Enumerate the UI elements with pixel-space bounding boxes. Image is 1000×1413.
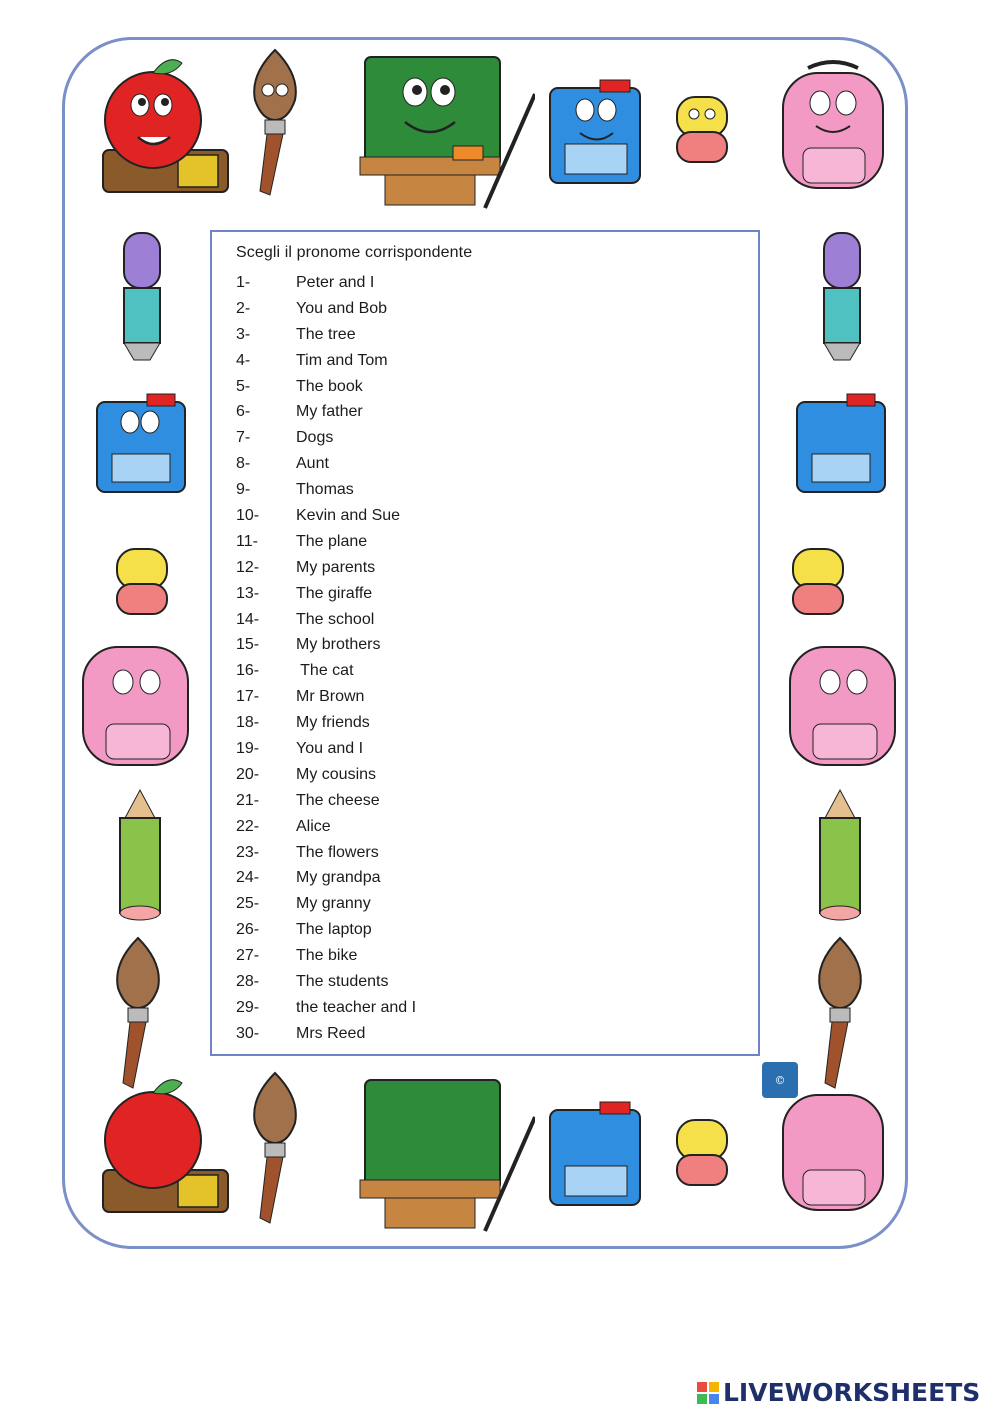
paintbrush-icon bbox=[240, 45, 310, 200]
item-text: The cheese bbox=[296, 791, 380, 809]
blue-book-icon bbox=[92, 392, 192, 497]
list-item bbox=[236, 477, 416, 503]
item-number: 11- bbox=[236, 532, 258, 550]
item-number: 19- bbox=[236, 740, 260, 758]
item-number: 8- bbox=[236, 455, 251, 473]
item-text: The book bbox=[296, 377, 363, 395]
list-item bbox=[236, 762, 416, 788]
copyright-logo-icon: © bbox=[762, 1062, 798, 1098]
item-text: My brothers bbox=[296, 636, 381, 654]
item-number: 3- bbox=[236, 325, 251, 343]
item-number: 13- bbox=[236, 584, 260, 602]
item-number: 21- bbox=[236, 791, 260, 809]
item-text: Mrs Reed bbox=[296, 1024, 366, 1042]
brand-name: LIVEWORKSHEETS bbox=[723, 1378, 981, 1407]
list-item bbox=[236, 374, 416, 400]
item-text: Thomas bbox=[296, 481, 354, 499]
list-item bbox=[236, 322, 416, 348]
item-number: 16- bbox=[236, 662, 260, 680]
eraser-icon bbox=[672, 92, 732, 167]
instructions: Scegli il pronome corrispondente bbox=[236, 244, 473, 261]
paintbrush-icon bbox=[103, 933, 173, 1093]
list-item bbox=[236, 710, 416, 736]
pen-icon bbox=[112, 228, 172, 363]
item-text: My granny bbox=[296, 895, 371, 913]
list-item bbox=[236, 891, 416, 917]
item-text: You and I bbox=[296, 740, 364, 758]
eraser-icon bbox=[788, 544, 848, 619]
item-text: My cousins bbox=[296, 765, 377, 783]
list-item bbox=[236, 503, 416, 529]
item-number: 26- bbox=[236, 921, 260, 939]
blue-book-icon bbox=[792, 392, 892, 497]
item-number: 10- bbox=[236, 507, 260, 525]
item-text: Tim and Tom bbox=[296, 351, 388, 369]
item-number: 15- bbox=[236, 636, 260, 654]
blue-book-icon bbox=[545, 1100, 650, 1210]
list-item bbox=[236, 555, 416, 581]
item-number: 22- bbox=[236, 817, 260, 835]
item-number: 1- bbox=[236, 274, 251, 291]
item-text: Dogs bbox=[296, 429, 334, 447]
item-number: 23- bbox=[236, 843, 260, 861]
list-item bbox=[236, 270, 416, 296]
item-number: 5- bbox=[236, 377, 251, 395]
list-item bbox=[236, 632, 416, 658]
item-number: 14- bbox=[236, 610, 260, 628]
item-number: 27- bbox=[236, 947, 260, 965]
eraser-icon bbox=[672, 1115, 732, 1190]
item-number: 12- bbox=[236, 558, 260, 576]
item-number: 28- bbox=[236, 973, 260, 991]
item-text: The laptop bbox=[296, 921, 372, 939]
list-item bbox=[236, 788, 416, 814]
list-item bbox=[236, 684, 416, 710]
item-text: the teacher and I bbox=[296, 998, 417, 1016]
item-text: Mr Brown bbox=[296, 688, 365, 706]
item-text: The students bbox=[296, 973, 389, 991]
item-number: 4- bbox=[236, 351, 251, 369]
item-text: The bike bbox=[296, 947, 358, 965]
list-item bbox=[236, 658, 416, 684]
backpack-icon bbox=[768, 1080, 898, 1215]
apple-on-book-icon bbox=[78, 55, 230, 200]
list-item bbox=[236, 529, 416, 555]
exercise-box bbox=[210, 230, 760, 1056]
list-item bbox=[236, 840, 416, 866]
item-text: You and Bob bbox=[296, 299, 388, 317]
item-number: 18- bbox=[236, 714, 260, 732]
list-item bbox=[236, 865, 416, 891]
item-number: 25- bbox=[236, 895, 260, 913]
backpack-icon bbox=[768, 58, 898, 193]
list-item bbox=[236, 348, 416, 374]
item-number: 24- bbox=[236, 869, 260, 887]
item-number: 29- bbox=[236, 998, 260, 1016]
list-item bbox=[236, 296, 416, 322]
item-number: 6- bbox=[236, 403, 251, 421]
chalkboard-icon bbox=[325, 1075, 535, 1233]
pencil-icon bbox=[95, 788, 185, 923]
list-item bbox=[236, 736, 416, 762]
item-text: Kevin and Sue bbox=[296, 507, 401, 525]
item-text: Alice bbox=[296, 817, 331, 835]
paintbrush-icon bbox=[240, 1068, 310, 1228]
backpack-icon bbox=[68, 632, 203, 772]
list-item bbox=[236, 451, 416, 477]
item-text: My father bbox=[296, 403, 363, 421]
item-text: The plane bbox=[296, 532, 368, 550]
pencil-icon bbox=[795, 788, 885, 923]
eraser-icon bbox=[112, 544, 172, 619]
item-text: The cat bbox=[296, 662, 354, 680]
item-text: The tree bbox=[296, 325, 356, 343]
list-item bbox=[236, 399, 416, 425]
item-number: 30- bbox=[236, 1024, 260, 1042]
list-item bbox=[236, 607, 416, 633]
item-number: 7- bbox=[236, 429, 251, 447]
exercise-list bbox=[236, 270, 416, 1047]
liveworksheets-brand[interactable] bbox=[697, 1378, 980, 1407]
item-number: 20- bbox=[236, 765, 260, 783]
apple-on-book-icon bbox=[78, 1075, 230, 1220]
item-number: 2- bbox=[236, 299, 251, 317]
item-text: The giraffe bbox=[296, 584, 373, 602]
item-text: The flowers bbox=[296, 843, 379, 861]
chalkboard-icon bbox=[325, 52, 535, 210]
list-item bbox=[236, 969, 416, 995]
item-text: My grandpa bbox=[296, 869, 381, 887]
item-number: 9- bbox=[236, 481, 251, 499]
blue-book-icon bbox=[545, 78, 650, 188]
item-text: Aunt bbox=[296, 455, 329, 473]
item-text: Peter and I bbox=[296, 274, 375, 291]
list-item bbox=[236, 943, 416, 969]
list-item bbox=[236, 1021, 416, 1047]
list-item bbox=[236, 581, 416, 607]
list-item bbox=[236, 995, 416, 1021]
backpack-icon bbox=[775, 632, 910, 772]
liveworksheets-logo-icon bbox=[697, 1382, 719, 1404]
list-item bbox=[236, 917, 416, 943]
paintbrush-icon bbox=[805, 933, 875, 1093]
list-item bbox=[236, 814, 416, 840]
item-text: The school bbox=[296, 610, 375, 628]
item-number: 17- bbox=[236, 688, 260, 706]
pen-icon bbox=[812, 228, 872, 363]
item-text: My parents bbox=[296, 558, 376, 576]
item-text: My friends bbox=[296, 714, 370, 732]
list-item bbox=[236, 425, 416, 451]
